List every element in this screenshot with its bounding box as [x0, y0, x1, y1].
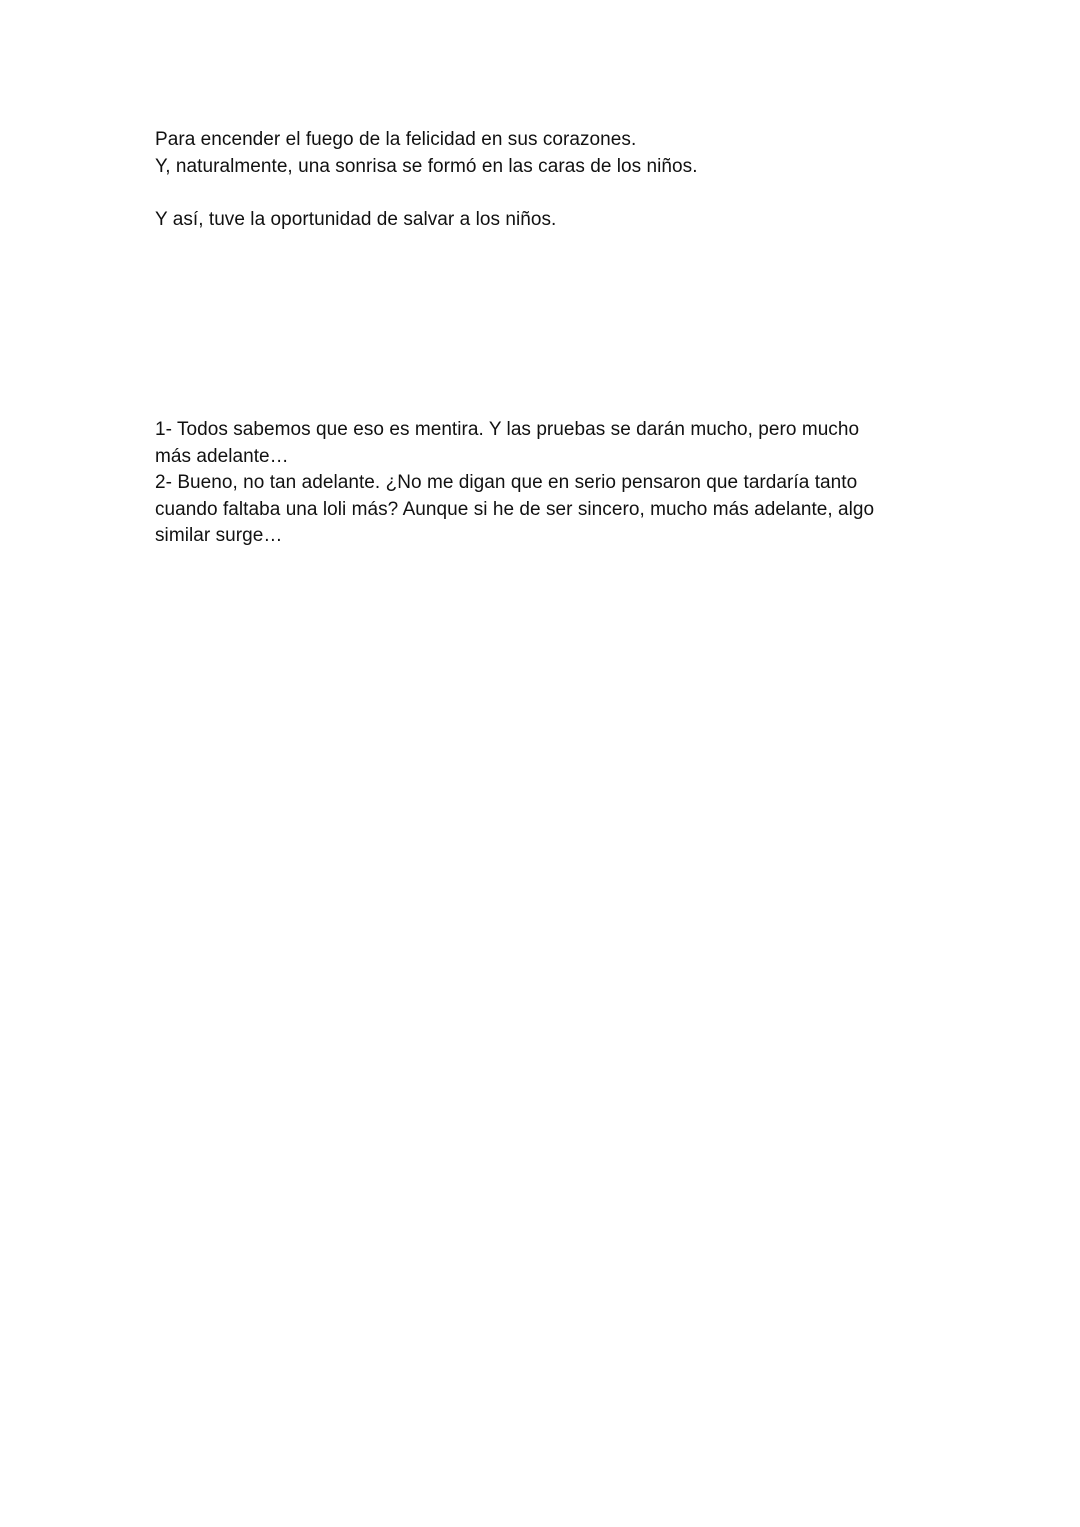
footnote-1-line-1: 1- Todos sabemos que eso es mentira. Y las pruebas se darán mucho, pero mucho — [155, 419, 860, 440]
footnote-2-line-3: similar surge… — [155, 525, 283, 546]
body-text — [155, 127, 930, 233]
footnote-2-line-2: cuando faltaba una loli más? Aunque si he de ser sincero, mucho más adelante, algo — [155, 498, 875, 520]
body-line-2: Y, naturalmente, una sonrisa se formó en las caras de los niños. — [155, 155, 698, 177]
body-line-3: Y así, tuve la oportunidad de salvar a los niños. — [155, 208, 557, 230]
footnote-2-line-1: 2- Bueno, no tan adelante. ¿No me digan que en serio pensaron que tardaría tanto — [155, 472, 858, 493]
footnotes — [155, 417, 930, 550]
footnote-1-line-2: más adelante… — [155, 445, 289, 467]
body-line-1: Para encender el fuego de la felicidad en sus corazones. — [155, 129, 637, 150]
paragraph-gap — [155, 180, 930, 207]
